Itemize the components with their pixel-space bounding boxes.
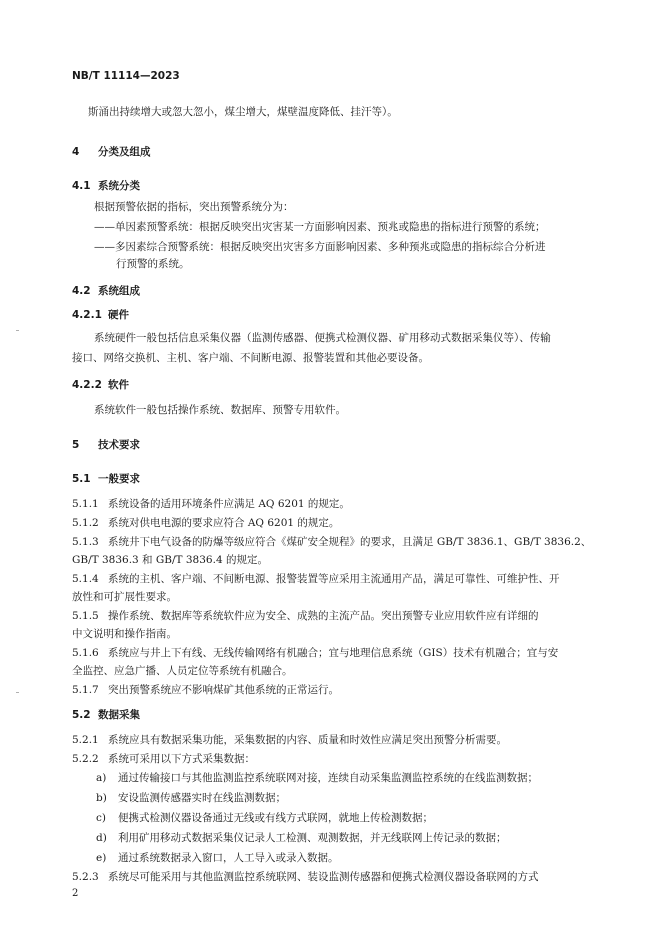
list-item-b [96, 790, 286, 805]
paragraph-continuation: 接口、网络交换机、主机、客户端、不间断电源、报警装置和其他必要设备。 [72, 352, 429, 364]
clause-text: 操作系统、数据库等系统软件应为安全、成熟的主流产品。突出预警专业应用软件应有详细的 [108, 610, 539, 622]
list-marker: a) [96, 772, 107, 784]
clause-number: 5.2.1 [72, 734, 99, 746]
section-5-heading [72, 437, 140, 452]
list-item-c [96, 810, 433, 825]
paragraph: 系统硬件一般包括信息采集仪器（监测传感器、便携式检测仪器、矿用移动式数据采集仪等）、传输 [94, 332, 551, 344]
clause-number: 5.2.3 [72, 871, 99, 883]
clause-5-1-1 [72, 496, 350, 511]
section-4-heading [72, 144, 151, 159]
list-text: 安设监测传感器实时在线监测数据； [118, 792, 286, 804]
section-number: 4.2 [72, 285, 91, 297]
section-5-2-heading [72, 707, 140, 722]
clause-number: 5.1.5 [72, 610, 99, 622]
section-title: 数据采集 [98, 709, 140, 721]
clause-text: 突出预警系统应不影响煤矿其他系统的正常运行。 [108, 684, 339, 696]
section-number: 4.2.2 [72, 379, 102, 391]
section-number: 5.1 [72, 473, 91, 485]
list-text: 利用矿用移动式数据采集仪记录人工检测、观测数据，并无线联网上传记录的数据； [118, 832, 507, 844]
clause-text: 系统对供电电源的要求应符合 AQ 6201 的规定。 [108, 517, 340, 529]
section-4-1-heading [72, 178, 140, 193]
list-text: 通过系统数据录入窗口，人工导入或录入数据。 [118, 852, 339, 864]
section-title: 系统组成 [98, 285, 140, 297]
section-5-1-heading [72, 471, 140, 486]
margin-mark [16, 330, 19, 331]
section-title: 软件 [108, 379, 129, 391]
section-title: 一般要求 [98, 473, 140, 485]
paragraph: 系统软件一般包括操作系统、数据库、预警专用软件。 [94, 404, 346, 416]
clause-5-1-3 [72, 534, 591, 549]
page-number: 2 [72, 888, 79, 899]
standard-code: NB/T 11114—2023 [72, 70, 180, 82]
section-number: 5.2 [72, 709, 91, 721]
clause-text: 系统应具有数据采集功能，采集数据的内容、质量和时效性应满足突出预警分析需要。 [108, 734, 507, 746]
clause-text: 系统尽可能采用与其他监测监控系统联网、装设监测传感器和便携式检测仪器设备联网的方式 [108, 871, 539, 883]
list-item-a [96, 770, 538, 785]
clause-number: 5.1.3 [72, 536, 99, 548]
clause-text: 系统井下电气设备的防爆等级应符合《煤矿安全规程》的要求，且满足 GB/T 3836.1、GB/T 3836.2、 [108, 536, 592, 548]
clause-5-1-7 [72, 682, 339, 697]
clause-continuation: 中文说明和操作指南。 [72, 628, 177, 640]
clause-5-1-6 [72, 645, 558, 660]
clause-continuation: GB/T 3836.3 和 GB/T 3836.4 的规定。 [72, 554, 268, 566]
list-marker: e) [96, 852, 107, 864]
section-title: 分类及组成 [98, 146, 151, 158]
list-item-e [96, 850, 339, 865]
paragraph-continuation: 斯涌出持续增大或忽大忽小，煤尘增大，煤壁温度降低、挂汗等）。 [88, 106, 398, 118]
clause-number: 5.1.6 [72, 647, 99, 659]
margin-mark [16, 692, 19, 693]
paragraph: 根据预警依据的指标，突出预警系统分为： [94, 201, 294, 213]
clause-text: 系统可采用以下方式采集数据： [108, 753, 255, 765]
section-title: 硬件 [108, 309, 129, 321]
list-item-d [96, 830, 507, 845]
clause-5-1-5 [72, 608, 539, 623]
list-marker: d) [96, 832, 107, 844]
section-title: 系统分类 [98, 180, 140, 192]
clause-5-2-3 [72, 869, 539, 884]
clause-5-2-2 [72, 751, 255, 766]
section-title: 技术要求 [98, 439, 140, 451]
list-item: ——单因素预警系统：根据反映突出灾害某一方面影响因素、预兆或隐患的指标进行预警的系统； [94, 221, 546, 233]
section-4-2-1-heading [72, 307, 129, 322]
clause-continuation: 放性和可扩展性要求。 [72, 591, 177, 603]
section-number: 4.1 [72, 180, 91, 192]
section-4-2-2-heading [72, 377, 129, 392]
clause-number: 5.1.2 [72, 517, 99, 529]
list-text: 通过传输接口与其他监测监控系统联网对接，连续自动采集监测监控系统的在线监测数据； [118, 772, 538, 784]
clause-number: 5.2.2 [72, 753, 99, 765]
clause-continuation: 全监控、应急广播、人员定位等系统有机融合。 [72, 665, 293, 677]
clause-number: 5.1.4 [72, 573, 99, 585]
section-4-2-heading [72, 283, 140, 298]
list-text: 便携式检测仪器设备通过无线或有线方式联网，就地上传检测数据； [118, 812, 433, 824]
clause-5-2-1 [72, 732, 507, 747]
list-item: ——多因素综合预警系统：根据反映突出灾害多方面影响因素、多种预兆或隐患的指标综合分析进 [94, 241, 546, 253]
section-number: 4 [72, 146, 80, 158]
clause-text: 系统的主机、客户端、不间断电源、报警装置等应采用主流通用产品，满足可靠性、可维护性、开 [108, 573, 560, 585]
list-marker: c) [96, 812, 106, 824]
section-number: 5 [72, 439, 80, 451]
list-item-continuation: 行预警的系统。 [116, 258, 190, 270]
list-marker: b) [96, 792, 107, 804]
clause-5-1-2 [72, 515, 339, 530]
clause-5-1-4 [72, 571, 560, 586]
clause-number: 5.1.7 [72, 684, 99, 696]
section-number: 4.2.1 [72, 309, 102, 321]
clause-number: 5.1.1 [72, 498, 99, 510]
clause-text: 系统设备的适用环境条件应满足 AQ 6201 的规定。 [108, 498, 350, 510]
clause-text: 系统应与井上下有线、无线传输网络有机融合；宜与地理信息系统（GIS）技术有机融合；宜与安 [108, 647, 559, 659]
